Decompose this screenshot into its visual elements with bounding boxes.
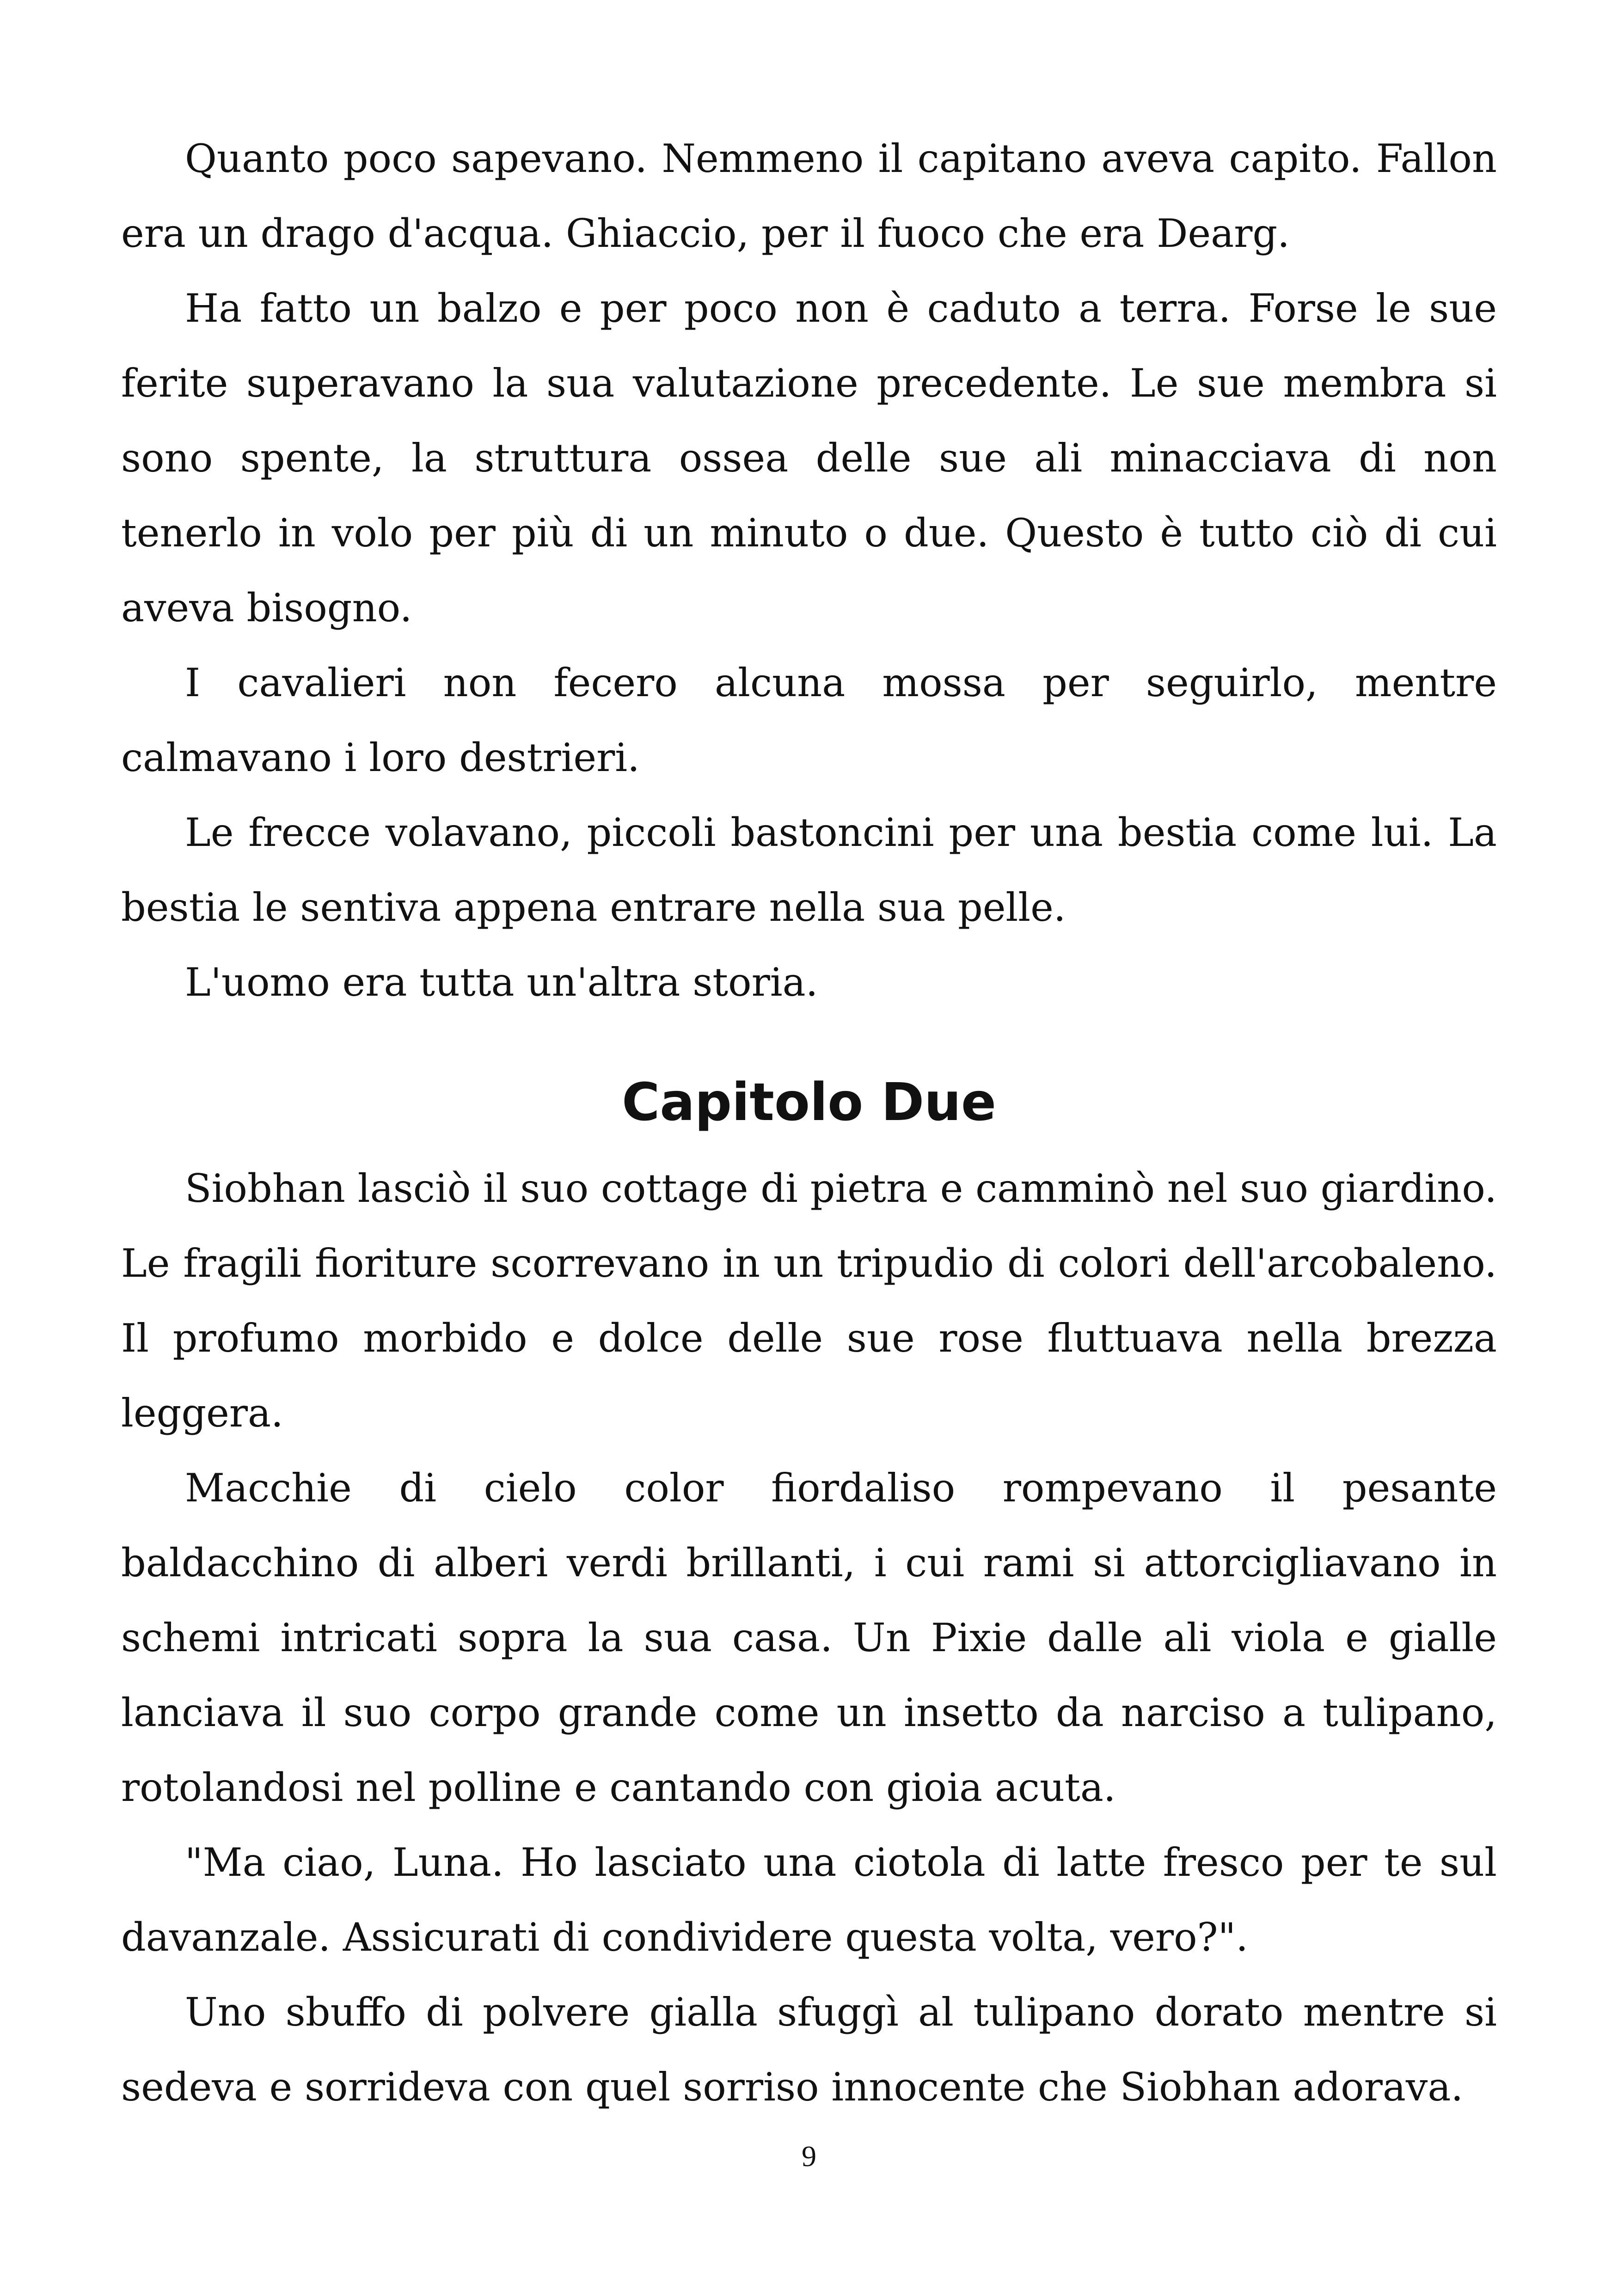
chapter-two-body — [121, 1151, 1497, 2125]
paragraph: Ha fatto un balzo e per poco non è caduto a terra. Forse le sue ferite superavano la sua valutazione precedente. Le sue membra si sono spente, la struttura ossea delle sue ali minacciava di non tenerlo in volo per più di un minuto o due. Questo è tutto ciò di cui aveva bisogno. — [121, 286, 1497, 631]
chapter-one-ending — [121, 121, 1497, 1020]
paragraph: Le frecce volavano, piccoli bastoncini per una bestia come lui. La bestia le sentiva appena entrare nella sua pelle. — [121, 810, 1497, 930]
paragraph: L'uomo era tutta un'altra storia. — [185, 960, 818, 1005]
paragraph: Quanto poco sapevano. Nemmeno il capitano aveva capito. Fallon era un drago d'acqua. Ghiaccio, per il fuoco che era Dearg. — [121, 136, 1497, 256]
paragraph: Uno sbuffo di polvere gialla sfuggì al tulipano dorato mentre si sedeva e sorrideva con quel sorriso innocente che Siobhan adorava. — [121, 1990, 1497, 2110]
paragraph: "Ma ciao, Luna. Ho lasciato una ciotola di latte fresco per te sul davanzale. Assicurati di condividere questa volta, vero?". — [121, 1840, 1497, 1960]
paragraph: I cavalieri non fecero alcuna mossa per seguirlo, mentre calmavano i loro destrieri. — [121, 660, 1497, 780]
paragraph: Macchie di cielo color fiordaliso rompevano il pesante baldacchino di alberi verdi brillanti, i cui rami si attorcigliavano in schemi intricati sopra la sua casa. Un Pixie dalle ali viola e gialle lanciava il suo corpo grande come un insetto da narciso a tulipano, rotolandosi nel polline e cantando con gioia acuta. — [121, 1465, 1497, 1810]
page-number: 9 — [802, 2140, 816, 2173]
paragraph: Siobhan lasciò il suo cottage di pietra e camminò nel suo giardino. Le fragili fioriture scorrevano in un tripudio di colori dell'arcobaleno. Il profumo morbido e dolce delle sue rose fluttuava nella brezza leggera. — [121, 1166, 1497, 1436]
chapter-title: Capitolo Due — [622, 1072, 996, 1133]
